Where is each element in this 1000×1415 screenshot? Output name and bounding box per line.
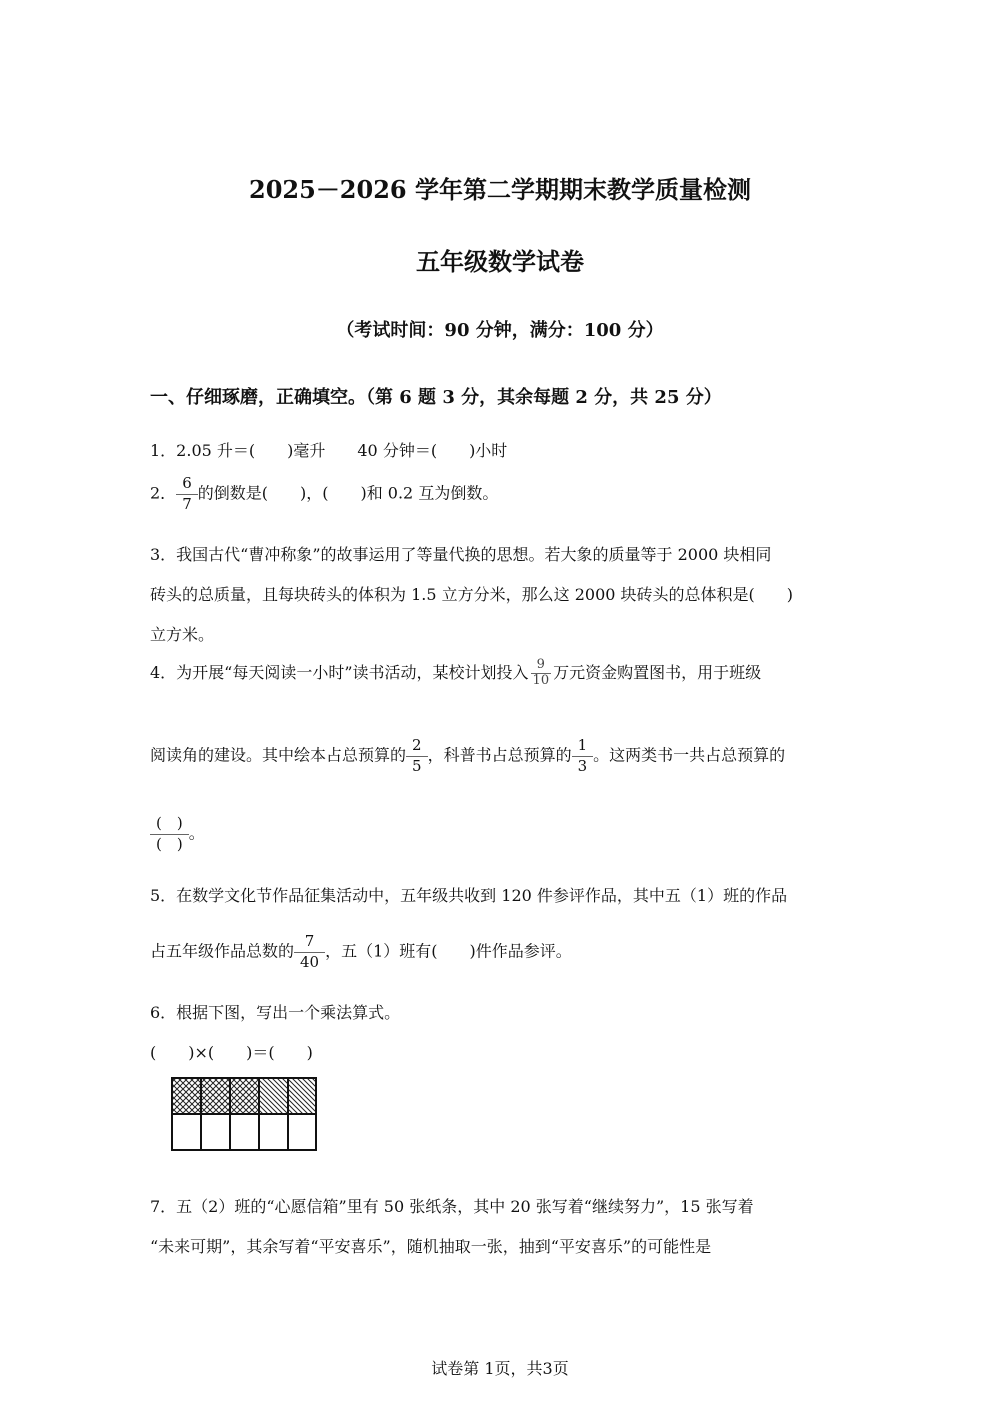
question-6-line-2: ( )×( )＝( ): [150, 1043, 313, 1062]
q5-frac-den: 40: [294, 952, 325, 973]
grid-cell-crosshatch-3: [230, 1078, 259, 1114]
q5-line2-a: 占五年级作品总数的: [150, 941, 295, 961]
q4-answer-num: ( ): [156, 814, 183, 832]
question-7-line-2: “未来可期”，其余写着“平安喜乐”，随机抽取一张，抽到“平安喜乐”的可能性是: [150, 1237, 712, 1256]
q5-fraction: [294, 932, 325, 972]
exam-subtitle: 五年级数学试卷: [416, 247, 584, 276]
grid-cell-crosshatch-2: [201, 1078, 230, 1114]
q4-answer-fraction: [150, 814, 189, 854]
page-footer: 试卷第 1页，共3页: [431, 1359, 569, 1378]
q4-frac-num: 9: [536, 657, 545, 672]
q4-line2-b: ，科普书占总预算的: [427, 745, 572, 765]
question-7-line-1: 7．五（2）班的“心愿信箱”里有 50 张纸条，其中 20 张写着“继续努力”，15 张写着: [150, 1197, 754, 1216]
question-4-line-2: [150, 736, 785, 776]
q4-line1-a: 4．为开展“每天阅读一小时”读书活动，某校计划投入: [150, 662, 529, 682]
question-6-line-1: 6．根据下图，写出一个乘法算式。: [150, 1003, 401, 1022]
question-2: [150, 474, 498, 514]
grid-cell-crosshatch-1: [172, 1078, 201, 1114]
exam-title: 2025－2026 学年第二学期期末教学质量检测: [249, 175, 751, 204]
q4-frac1-den: 5: [406, 756, 428, 777]
question-3-line-2: 砖头的总质量，且每块砖头的体积为 1.5 立方分米，那么这 2000 块砖头的总体积是( ): [150, 585, 793, 604]
q2-frac-den: 7: [176, 494, 198, 515]
q4-line1-b: 万元资金购置图书，用于班级: [553, 662, 762, 682]
q2-suffix: 的倒数是( )，( )和 0.2 互为倒数。: [197, 483, 499, 503]
q4-frac-den: 10: [532, 672, 550, 688]
question-1: 1．2.05 升＝( )毫升 40 分钟＝( )小时: [150, 441, 508, 460]
question-4-line-1: [150, 658, 761, 689]
q4-line2-c: 。这两类书一共占总预算的: [593, 745, 786, 765]
q2-prefix: 2．: [150, 483, 177, 503]
fraction-grid-diagram: [168, 1074, 320, 1154]
question-3-line-3: 立方米。: [150, 625, 215, 644]
question-3-line-1: 3．我国古代“曹冲称象”的故事运用了等量代换的思想。若大象的质量等于 2000 块相同: [150, 545, 772, 564]
q4-answer-den: ( ): [150, 834, 189, 855]
q4-frac2-den: 3: [572, 756, 594, 777]
q4-line3-end: 。: [188, 823, 205, 843]
q5-frac-num: 7: [304, 932, 315, 950]
grid-cell-hatch-4: [259, 1078, 288, 1114]
question-5-line-1: 5．在数学文化节作品征集活动中，五年级共收到 120 件参评作品，其中五（1）班的作品: [150, 886, 788, 905]
section-heading: 一、仔细琢磨，正确填空。（第 6 题 3 分，其余每题 2 分，共 25 分）: [150, 387, 722, 408]
question-4-line-3: [150, 814, 205, 854]
q5-line2-b: ，五（1）班有( )件作品参评。: [325, 941, 572, 961]
q4-fraction-science-books: [572, 736, 594, 776]
question-5-line-2: [150, 932, 572, 972]
q4-frac1-num: 2: [412, 736, 422, 754]
q2-frac-num: 6: [182, 474, 192, 492]
q4-line2-a: 阅读角的建设。其中绘本占总预算的: [150, 745, 407, 765]
grid-cell-hatch-5: [288, 1078, 316, 1114]
exam-info: （考试时间：90 分钟，满分：100 分）: [336, 320, 664, 341]
q2-fraction: [176, 474, 198, 514]
q4-frac2-num: 1: [577, 736, 588, 754]
q4-fraction-picture-books: [406, 736, 428, 776]
q4-fraction-budget: [531, 658, 552, 689]
